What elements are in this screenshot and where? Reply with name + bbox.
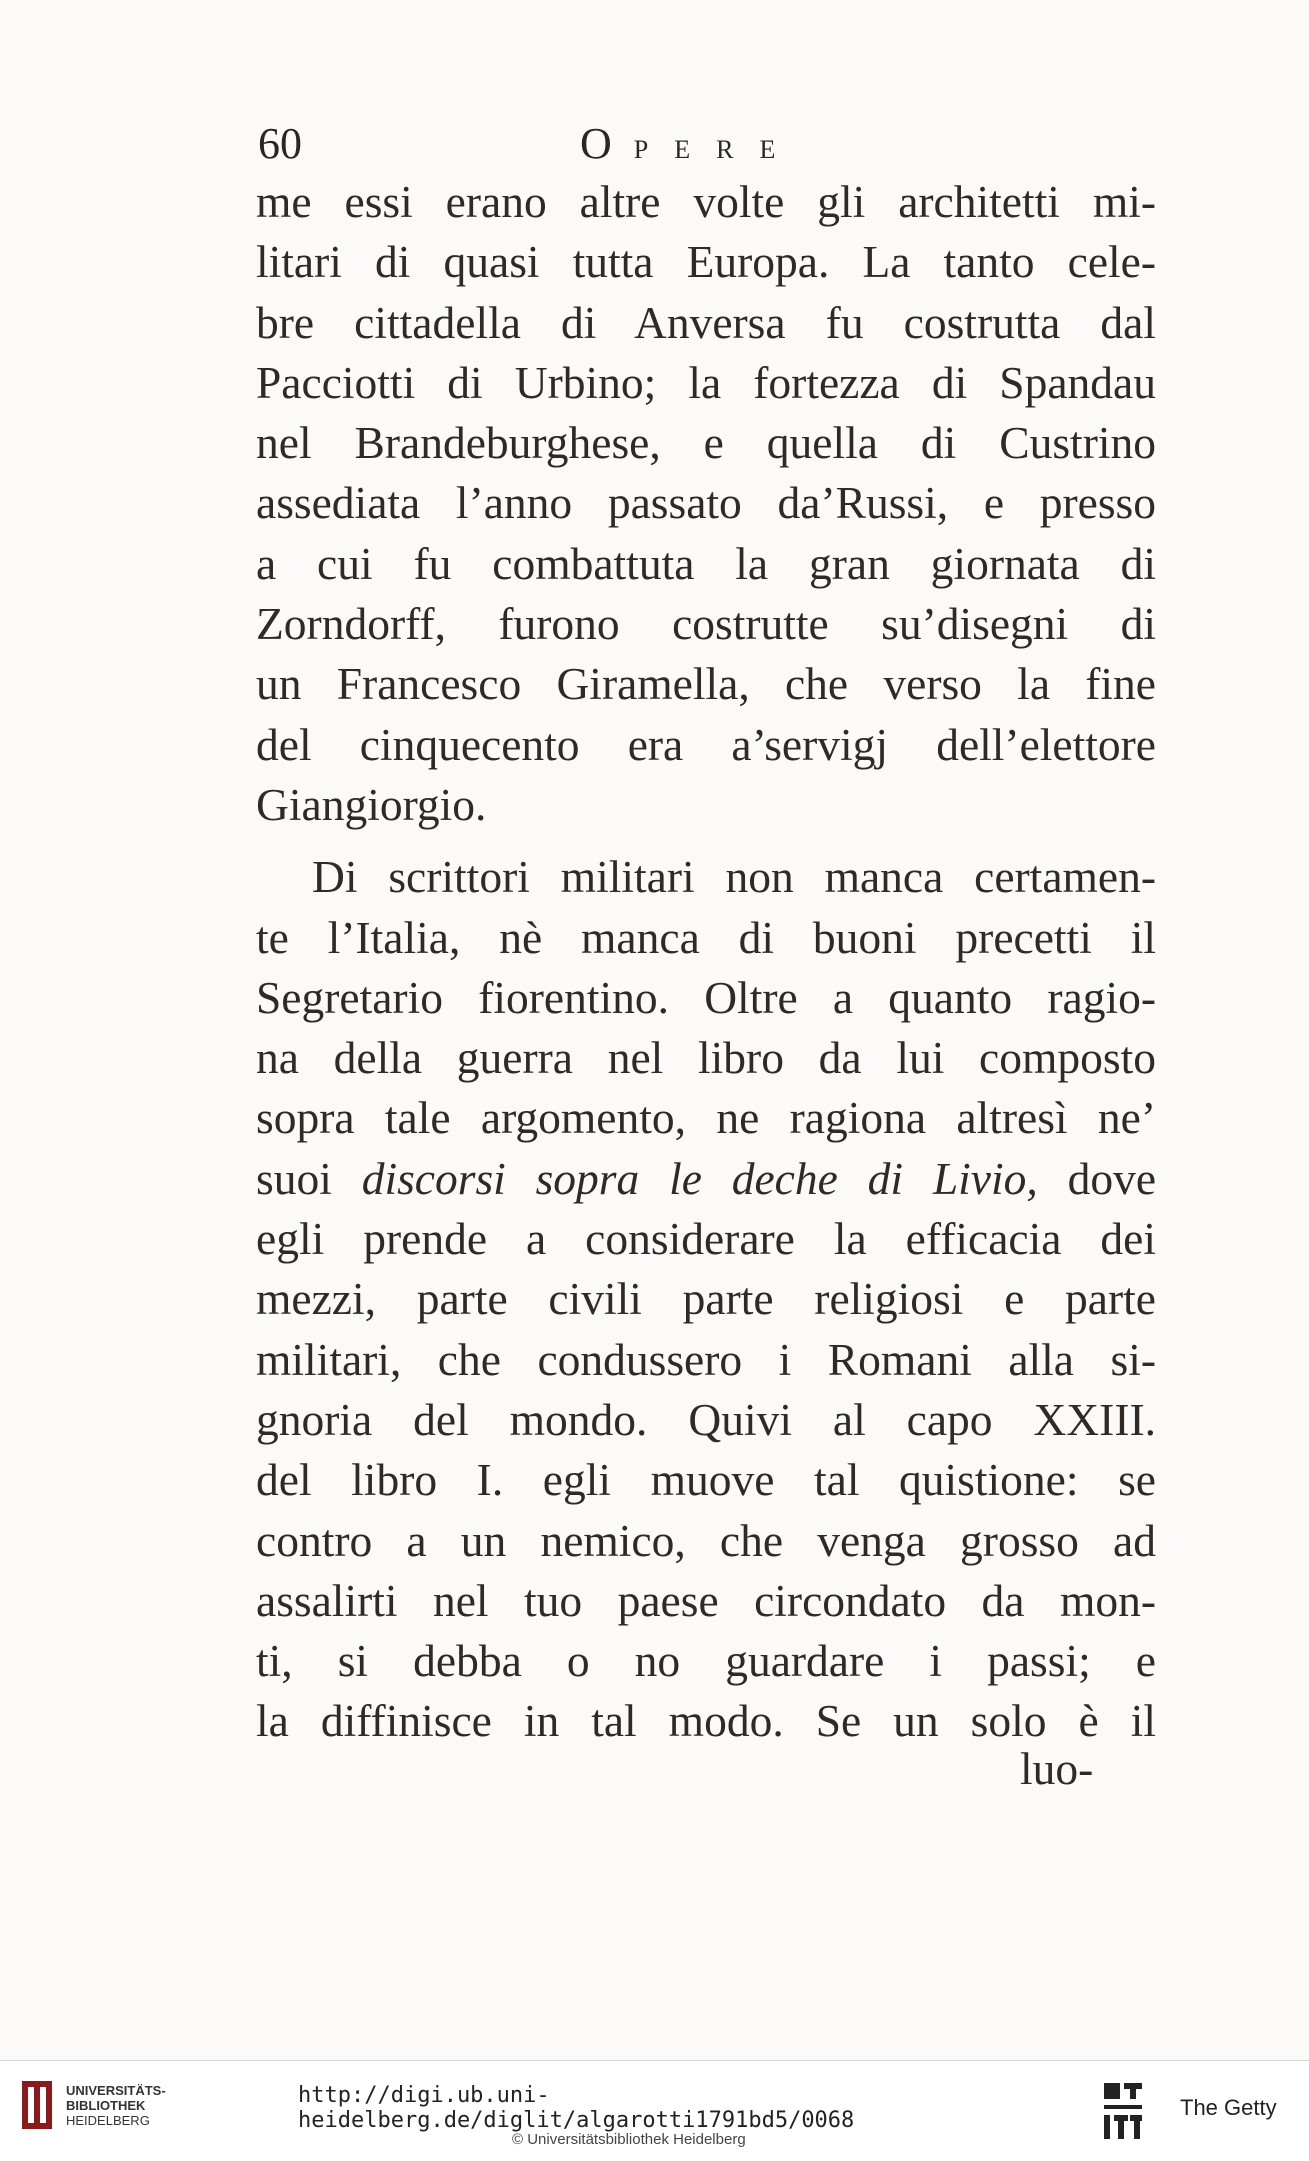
text-line: assediata l’anno passato da’Russi, e presso: [256, 477, 1156, 529]
text-line: litari di quasi tutta Europa. La tanto cele-: [256, 236, 1156, 288]
text-line: Zorndorff, furono costrutte su’disegni di: [256, 598, 1156, 650]
running-head-initial: O: [580, 119, 634, 168]
text-line: gnoria del mondo. Quivi al capo XXIII.: [256, 1393, 1156, 1445]
text-line: del cinquecento era a’servigj dell’elettore: [256, 718, 1156, 770]
text-line: assalirti nel tuo paese circondato da mon-: [256, 1574, 1156, 1626]
text-line: nel Brandeburghese, e quella di Custrino: [256, 417, 1156, 469]
text-line: militari, che condussero i Romani alla si-: [256, 1333, 1156, 1385]
text-line: ti, si debba o no guardare i passi; e: [256, 1635, 1156, 1687]
text-line: la diffinisce in tal modo. Se un solo è il: [256, 1695, 1156, 1747]
text-line: a cui fu combattuta la gran giornata di: [256, 537, 1156, 589]
page-number: 60: [258, 119, 302, 168]
line-suffix: dove: [1067, 1152, 1157, 1204]
getty-name: The Getty: [1180, 2095, 1277, 2120]
university-library-logo-icon: [20, 2079, 54, 2131]
copyright-notice: © Universitätsbibliothek Heidelberg: [512, 2131, 746, 2148]
text-line: bre cittadella di Anversa fu costrutta dal: [256, 296, 1156, 348]
getty-logo-icon: [1100, 2079, 1146, 2145]
library-name-line: UNIVERSITÄTS-: [66, 2083, 166, 2098]
text-line: sopra tale argomento, ne ragiona altresì ne’: [256, 1092, 1156, 1144]
text-line: Giangiorgio.: [256, 778, 487, 830]
text-line: Segretario fiorentino. Oltre a quanto ragio-: [256, 971, 1156, 1023]
running-head-rest: PERE: [633, 135, 802, 164]
text-line: na della guerra nel libro da lui composto: [256, 1032, 1156, 1084]
italic-title: discorsi sopra le deche di Livio,: [361, 1152, 1038, 1204]
paragraph-2: [256, 847, 1156, 1751]
library-name: [66, 2083, 166, 2128]
text-line: te l’Italia, nè manca di buoni precetti il: [256, 911, 1156, 963]
text-line: Pacciotti di Urbino; la fortezza di Spandau: [256, 356, 1156, 408]
text-line: Di scrittori militari non manca certamen-: [312, 851, 1156, 903]
text-line: egli prende a considerare la efficacia dei: [256, 1213, 1156, 1265]
body-text: [256, 172, 1156, 1752]
page-header: [258, 118, 1158, 178]
text-line: mezzi, parte civili parte religiosi e parte: [256, 1273, 1156, 1325]
text-line: del libro I. egli muove tal quistione: se: [256, 1454, 1156, 1506]
permalink-url[interactable]: http://digi.ub.uni-heidelberg.de/diglit/algarotti1791bd5/0068: [298, 2083, 855, 2133]
text-line: contro a un nemico, che venga grosso ad: [256, 1514, 1156, 1566]
text-line: un Francesco Giramella, che verso la fine: [256, 658, 1156, 710]
library-name-line: BIBLIOTHEK: [66, 2098, 146, 2113]
line-prefix: suoi: [256, 1152, 332, 1204]
running-head: [580, 118, 801, 169]
text-line: me essi erano altre volte gli architetti mi-: [256, 176, 1156, 227]
paragraph-1: [256, 172, 1156, 835]
library-name-line: HEIDELBERG: [66, 2113, 150, 2128]
text-line-italic: [256, 1149, 1156, 1209]
catchword: luo-: [1020, 1743, 1094, 1794]
footer-bar: [0, 2060, 1309, 2161]
